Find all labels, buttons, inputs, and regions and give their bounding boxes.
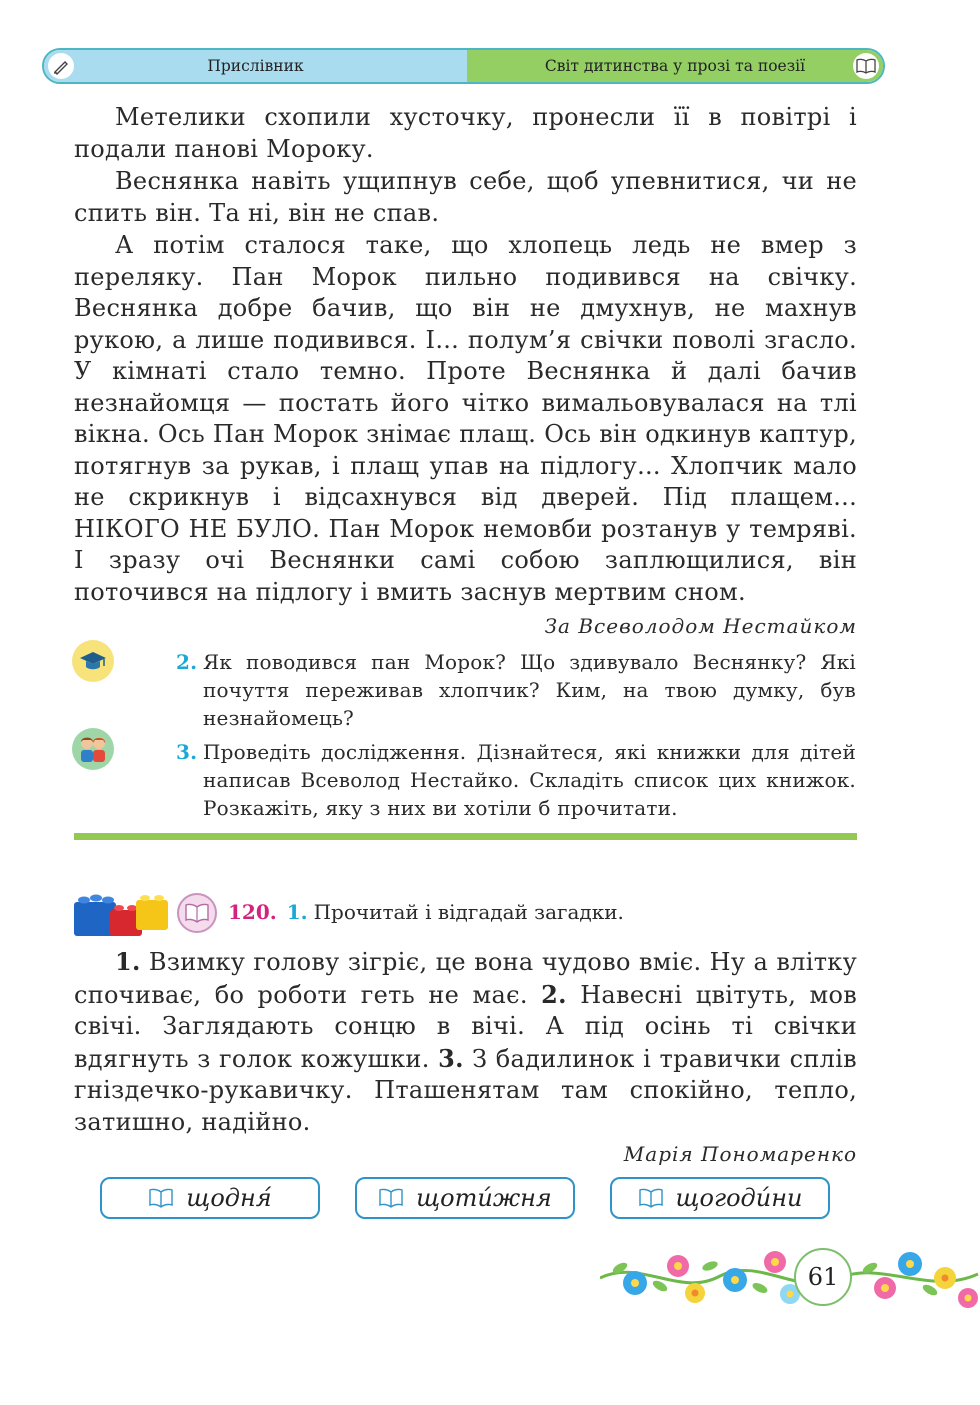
- riddle-text: Навесні цвітуть, мов свічі. Заглядають сонцю в вічі. А під осінь ті свічки вдягнуть з голок кожушки.: [74, 980, 858, 1073]
- page-number: 61: [794, 1248, 852, 1306]
- word-box-text: щогоди́ни: [675, 1184, 803, 1212]
- exercise-instruction: Прочитай і відгадай загадки.: [313, 900, 624, 924]
- chapter-header: [42, 48, 885, 84]
- header-topic-label: Прислівник: [207, 57, 304, 75]
- exercise-sub-number: 1.: [286, 900, 308, 924]
- flower-garland-decoration: [600, 1238, 980, 1322]
- riddle-text: Взимку голову зігріє, це вона чудово вміє. Ну а влітку спочиває, бо роботи геть не має.: [74, 948, 857, 1009]
- open-book-icon: [853, 53, 879, 79]
- graduation-cap-icon: [72, 640, 114, 682]
- riddle-number: 1.: [115, 947, 141, 976]
- pen-icon: [48, 53, 74, 79]
- dictionary-book-icon: [638, 1188, 664, 1208]
- riddle-number: 2.: [541, 979, 567, 1009]
- children-icon: [72, 728, 114, 770]
- header-left-section: [44, 50, 467, 82]
- header-right-section: [467, 50, 883, 82]
- reading-book-icon: [177, 893, 217, 933]
- riddles-author: Марія Пономаренко: [623, 1142, 857, 1166]
- header-section-label: Світ дитинства у прозі та поезії: [544, 57, 806, 75]
- story-paragraph: А потім сталося таке, що хлопець ледь не вмер з переляку. Пан Морок пильно подивився на свічку. Веснянка добре бачив, що він не дмухнув, не махнув рукою, а лише подивився. І... полум’я свічки поволі згасло. У кімнаті стало темно. Проте Веснянка й далі бачив незнайомця — постать його чітко вимальовувалася на тлі вікна. Ось Пан Морок знімає плащ. Ось він одкинув каптур, потягнув за рукав, і плащ упав на підлогу... Хлопчик мало не скрикнув і відсахнувся від дверей. Під плащем... НІКОГО НЕ БУЛО. Пан Морок немовби розтанув у темряві. І зразу очі Веснянки самі собою заплющилися, він поточився на підлогу і вмить заснув мертвим сном.: [74, 231, 857, 606]
- riddle-text: З бадилинок і травички сплів гніздечко-рукавичку. Пташенятам там спокійно, тепло, затишно, надійно.: [74, 1044, 857, 1136]
- story-attribution: За Всеволодом Нестайком: [544, 614, 857, 638]
- toy-bricks-icon: [72, 888, 172, 944]
- story-paragraph: Метелики схопили хусточку, пронесли її в повітрі і подали панові Мороку.: [74, 103, 857, 163]
- question-text: Проведіть дослідження. Дізнайтеся, які книжки для дітей написав Всеволод Нестайко. Складіть список цих книжок. Розкажіть, яку з них ви хотіли б прочитати.: [203, 740, 856, 820]
- story-paragraph: Веснянка навіть ущипнув себе, щоб упевнитися, чи не спить він. Та ні, він не спав.: [74, 167, 857, 227]
- exercise-heading: [228, 900, 624, 924]
- dictionary-book-icon: [378, 1188, 404, 1208]
- riddle-number: 3.: [438, 1043, 464, 1073]
- question-item: [176, 738, 856, 822]
- exercise-number: 120.: [228, 900, 277, 924]
- question-item: [176, 648, 856, 732]
- word-box: [610, 1177, 830, 1219]
- question-number: 2.: [176, 650, 198, 674]
- question-text: Як поводився пан Морок? Що здивувало Веснянку? Які почуття переживав хлопчик? Ким, на твою думку, був незнайомець?: [203, 650, 856, 730]
- word-box-text: щодня́: [186, 1184, 272, 1212]
- question-number: 3.: [176, 740, 198, 764]
- dictionary-book-icon: [148, 1188, 174, 1208]
- word-box-text: щоти́жня: [416, 1184, 552, 1212]
- word-box: [355, 1177, 575, 1219]
- word-box: [100, 1177, 320, 1219]
- section-divider: [74, 833, 857, 840]
- riddles-paragraph: [74, 946, 857, 1138]
